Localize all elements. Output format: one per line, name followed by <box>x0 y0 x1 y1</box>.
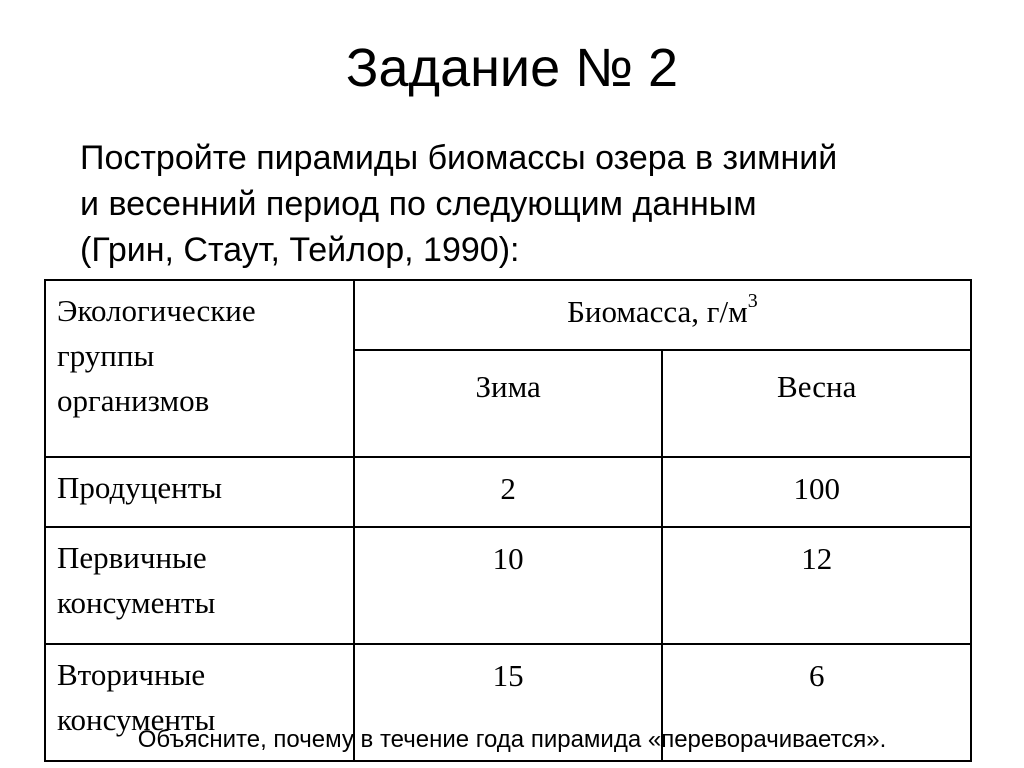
spring-value-cell: 100 <box>662 457 971 527</box>
organism-group-line: Продуценты <box>57 470 223 505</box>
table-row <box>45 527 971 644</box>
biomass-header <box>354 280 971 350</box>
winter-value-cell: 10 <box>354 527 663 644</box>
spring-value-cell: 12 <box>662 527 971 644</box>
organism-group-line: консументы <box>57 585 216 620</box>
task-description-line: (Грин, Стаут, Тейлор, 1990): <box>80 231 520 269</box>
ecological-groups-header <box>45 280 354 457</box>
header-text-line: организмов <box>57 383 210 418</box>
page-title: Задание № 2 <box>345 38 679 98</box>
spring-value-cell: 6 <box>662 644 971 761</box>
question-text: Объясните, почему в течение года пирамида «переворачивается». <box>137 726 887 753</box>
winter-value-cell: 2 <box>354 457 663 527</box>
organism-group-cell <box>45 457 354 527</box>
season-header-spring: Весна <box>662 350 971 457</box>
biomass-table <box>44 279 972 762</box>
organism-group-line: Первичные <box>57 540 207 575</box>
season-header-winter: Зима <box>354 350 663 457</box>
biomass-header-label: Биомасса, г/м <box>567 294 748 329</box>
table-row <box>45 457 971 527</box>
header-text-line: Экологические <box>57 293 256 328</box>
unit-exponent: 3 <box>747 289 758 312</box>
winter-value-cell: 15 <box>354 644 663 761</box>
organism-group-line: консументы <box>57 702 216 737</box>
task-description-line: и весенний период по следующим данным <box>80 185 757 223</box>
organism-group-cell <box>45 527 354 644</box>
task-description-line: Постройте пирамиды биомассы озера в зимний <box>80 139 838 177</box>
organism-group-line: Вторичные <box>57 657 206 692</box>
header-text-line: группы <box>57 338 155 373</box>
task-description <box>80 135 1000 273</box>
